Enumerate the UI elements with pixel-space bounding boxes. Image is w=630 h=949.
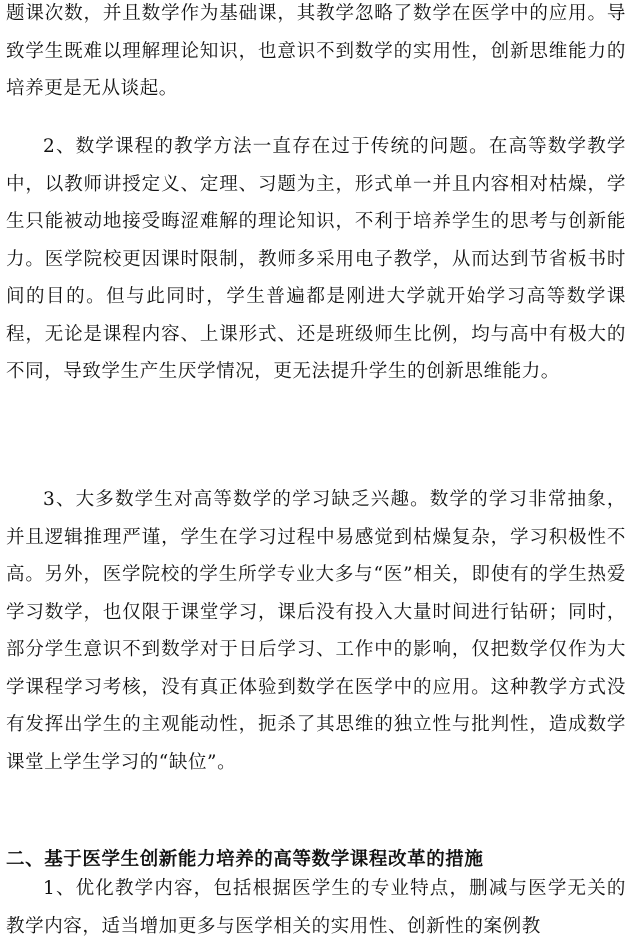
paragraph-continuation: 题课次数，并且数学作为基础课，其教学忽略了数学在医学中的应用。导致学生既难以理解理论知识，也意识不到数学的实用性，创新思维能力的培养更是无从谈起。	[6, 3, 626, 99]
paragraph-teaching-methods: 2、数学课程的教学方法一直存在过于传统的问题。在高等数学教学中，以教师讲授定义、定理、习题为主，形式单一并且内容相对枯燥，学生只能被动地接受晦涩难解的理论知识，不利于培养学生的思考与创新能力。医学院校更因课时限制，教师多采用电子教学，从而达到节省板书时间的目的。但与此同时，学生普遍都是刚进大学就开始学习高等数学课程，无论是课程内容、上课形式、还是班级师生比例，均与高中有极大的不同，导致学生产生厌学情况，更无法提升学生的创新思维能力。	[6, 136, 626, 382]
section-heading: 二、基于医学生创新能力培养的高等数学课程改革的措施	[6, 849, 484, 871]
paragraph-optimize-content: 1、优化教学内容，包括根据医学生的专业特点，删减与医学无关的教学内容，适当增加更多与医学相关的实用性、创新性的案例教	[6, 878, 626, 937]
paragraph-student-interest: 3、大多数学生对高等数学的学习缺乏兴趣。数学的学习非常抽象，并且逻辑推理严谨，学生在学习过程中易感觉到枯燥复杂，学习积极性不高。另外，医学院校的学生所学专业大多与“医”相关，即使有的学生热爱学习数学，也仅限于课堂学习，课后没有投入大量时间进行钻研；同时，部分学生意识不到数学对于日后学习、工作中的影响，仅把数学仅作为大学课程学习考核，没有真正体验到数学在医学中的应用。这种教学方式没有发挥出学生的主观能动性，扼杀了其思维的独立性与批判性，造成数学课堂上学生学习的“缺位”。	[6, 489, 626, 773]
